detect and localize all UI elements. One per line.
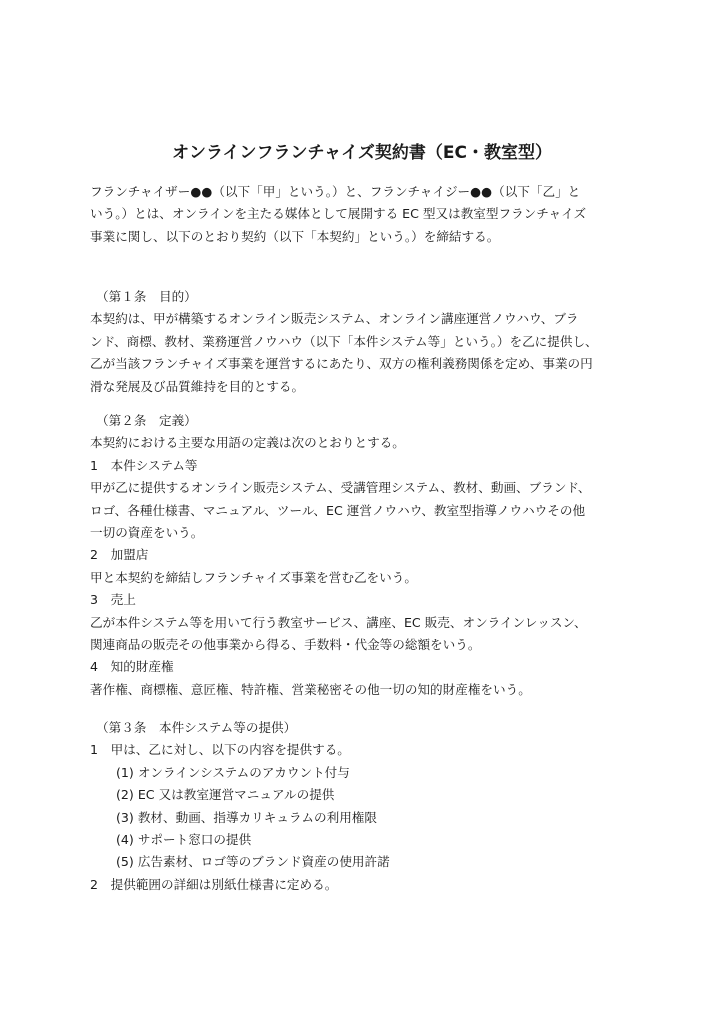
article-1	[90, 286, 650, 398]
article-line: 乙が当該フランチャイズ事業を運営するにあたり、双方の権利義務関係を定め、事業の円	[90, 356, 593, 372]
clause-item: 2 提供範囲の詳細は別紙仕様書に定める。	[90, 876, 338, 892]
preamble	[90, 181, 650, 248]
definition-text: 著作権、商標権、意匠権、特許権、営業秘密その他一切の知的財産権をいう。	[90, 681, 531, 697]
clause-item: 1 甲は、乙に対し、以下の内容を提供する。	[90, 742, 350, 758]
sub-item: (3) 教材、動画、指導カリキュラムの利用権限	[116, 809, 377, 825]
preamble-line: いう。）とは、オンラインを主たる媒体として展開する EC 型又は教室型フランチャイズ	[90, 206, 587, 222]
article-2	[90, 410, 650, 701]
article-3	[90, 717, 650, 896]
definition-text: 乙が本件システム等を用いて行う教室サービス、講座、EC 販売、オンラインレッスン、	[90, 614, 587, 630]
article-heading: （第１条 目的）	[96, 289, 197, 304]
article-line: 本契約は、甲が構築するオンライン販売システム、オンライン講座運営ノウハウ、ブラ	[90, 311, 579, 327]
definition-text: 関連商品の販売その他事業から得る、手数料・代金等の総額をいう。	[90, 636, 481, 652]
preamble-line: 事業に関し、以下のとおり契約（以下「本契約」という。）を締結する。	[90, 228, 500, 244]
document-title: オンラインフランチャイズ契約書（EC・教室型）	[172, 143, 552, 163]
definition-text: 甲と本契約を締結しフランチャイズ事業を営む乙をいう。	[90, 569, 417, 585]
definition-text: ロゴ、各種仕様書、マニュアル、ツール、EC 運営ノウハウ、教室型指導ノウハウその他	[90, 502, 586, 518]
article-line: ンド、商標、教材、業務運営ノウハウ（以下「本件システム等」という。）を乙に提供し、	[90, 333, 598, 349]
article-heading: （第２条 定義）	[96, 413, 197, 428]
sub-item: (5) 広告素材、ロゴ等のブランド資産の使用許諾	[116, 854, 390, 870]
sub-item: (1) オンラインシステムのアカウント付与	[116, 764, 350, 780]
definition-text: 甲が乙に提供するオンライン販売システム、受講管理システム、教材、動画、ブランド、	[90, 480, 591, 496]
preamble-line: フランチャイザー●●（以下「甲」という。）と、フランチャイジー●●（以下「乙」と	[90, 184, 581, 199]
definition-text: 一切の資産をいう。	[90, 524, 204, 540]
definition-term: 4 知的財産権	[90, 659, 174, 675]
article-heading: （第３条 本件システム等の提供）	[96, 720, 297, 735]
article-line: 本契約における主要な用語の定義は次のとおりとする。	[90, 435, 405, 451]
definition-term: 3 売上	[90, 592, 136, 608]
definition-term: 1 本件システム等	[90, 457, 198, 473]
sub-item: (4) サポート窓口の提供	[116, 831, 252, 847]
definition-term: 2 加盟店	[90, 547, 149, 563]
article-line: 滑な発展及び品質維持を目的とする。	[90, 378, 305, 394]
sub-item: (2) EC 又は教室運営マニュアルの提供	[116, 787, 335, 803]
